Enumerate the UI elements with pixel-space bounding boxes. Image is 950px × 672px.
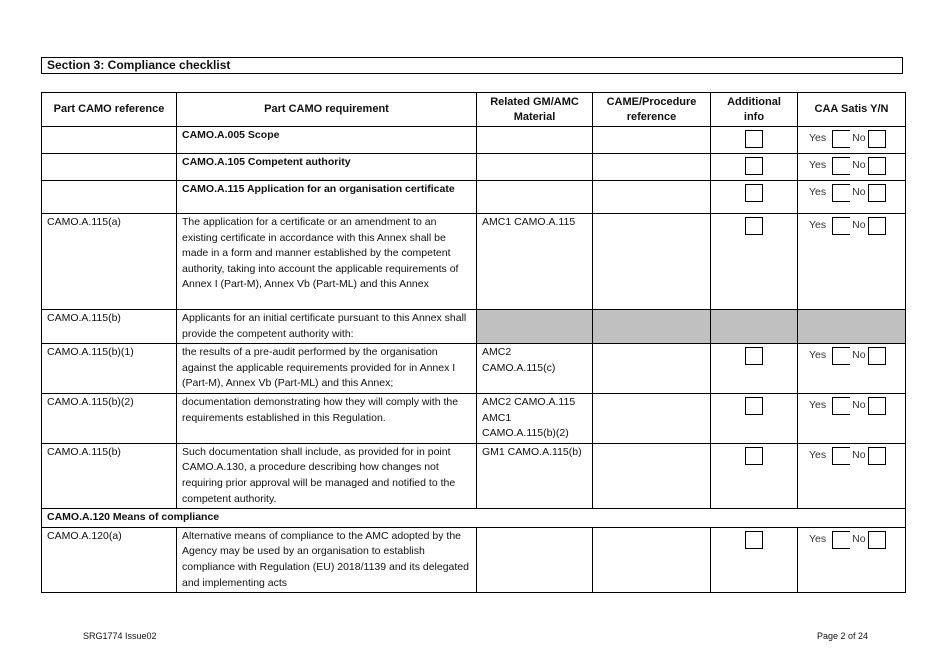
additional-info-cell (711, 127, 798, 154)
yes-label: Yes (809, 349, 827, 362)
cell-requirement: the results of a pre-audit performed by the organisation against the applicable requirements provided for in Annex I (Part-M), Annex Vb (Part-ML) and this Annex; (177, 344, 477, 394)
table-row (42, 310, 906, 344)
table-header-row (42, 93, 906, 127)
satis-no-checkbox[interactable] (868, 217, 886, 235)
document-reference: SRG1774 Issue02 (83, 631, 157, 641)
table-row (42, 154, 906, 181)
additional-info-cell (711, 443, 798, 508)
came-reference-input[interactable] (593, 443, 711, 508)
satis-cell (798, 154, 906, 181)
came-reference-input[interactable] (593, 181, 711, 214)
came-reference-input[interactable] (593, 527, 711, 592)
satis-yes-checkbox[interactable] (832, 184, 850, 202)
yes-label: Yes (809, 186, 827, 199)
cell-requirement: CAMO.A.105 Competent authority (177, 154, 477, 181)
additional-info-checkbox[interactable] (745, 157, 763, 175)
came-reference-input[interactable] (593, 154, 711, 181)
additional-info-cell (711, 344, 798, 394)
header-related-gm-amc: Related GM/AMC Material (477, 93, 593, 127)
yes-label: Yes (809, 399, 827, 412)
cell-gm-amc (477, 181, 593, 214)
section-subheading-row (42, 509, 906, 528)
satis-yes-checkbox[interactable] (832, 447, 850, 465)
additional-info-checkbox[interactable] (745, 531, 763, 549)
no-label: No (852, 132, 866, 145)
satis-yes-checkbox[interactable] (832, 397, 850, 415)
yes-label: Yes (809, 532, 827, 545)
cell-reference (42, 127, 177, 154)
satis-cell (798, 527, 906, 592)
cell-requirement: Alternative means of compliance to the AMC adopted by the Agency may be used by an organisation to establish compliance with Regulation (EU) 2018/1139 and its delegated and implementing acts (177, 527, 477, 592)
cell-reference: CAMO.A.115(b) (42, 310, 177, 344)
cell-gm-amc: GM1 CAMO.A.115(b) (477, 443, 593, 508)
cell-requirement: Such documentation shall include, as provided for in point CAMO.A.130, a procedure describing how changes not requiring prior approval will be managed and notified to the competent authority. (177, 443, 477, 508)
header-additional-info: Additional info (711, 93, 798, 127)
cell-reference: CAMO.A.115(b)(1) (42, 344, 177, 394)
page-number: Page 2 of 24 (817, 631, 869, 641)
satis-no-checkbox[interactable] (868, 397, 886, 415)
cell-reference: CAMO.A.115(a) (42, 214, 177, 310)
cell-requirement: CAMO.A.005 Scope (177, 127, 477, 154)
cell-gm-amc: AMC1 CAMO.A.115 (477, 214, 593, 310)
yes-label: Yes (809, 448, 827, 461)
header-part-camo-reference: Part CAMO reference (42, 93, 177, 127)
came-reference-input[interactable] (593, 393, 711, 443)
cell-reference: CAMO.A.120(a) (42, 527, 177, 592)
yes-label: Yes (809, 219, 827, 232)
cell-gm-amc (477, 527, 593, 592)
additional-info-checkbox[interactable] (745, 217, 763, 235)
satis-no-checkbox[interactable] (868, 184, 886, 202)
header-caa-satis: CAA Satis Y/N (798, 93, 906, 127)
satis-yes-checkbox[interactable] (832, 347, 850, 365)
additional-info-cell (711, 214, 798, 310)
no-label: No (852, 219, 866, 232)
cell-requirement: The application for a certificate or an amendment to an existing certificate in accordance with this Annex shall be made in a form and manner established by the competent authority, taking into account the applicable requirements of Annex I (Part-M), Annex Vb (Part-ML) and this Annex (177, 214, 477, 310)
additional-info-cell (711, 181, 798, 214)
no-label: No (852, 186, 866, 199)
no-label: No (852, 349, 866, 362)
cell-reference: CAMO.A.115(b)(2) (42, 393, 177, 443)
cell-gm-amc: AMC2 CAMO.A.115 AMC1 CAMO.A.115(b)(2) (477, 393, 593, 443)
satis-yes-checkbox[interactable] (832, 217, 850, 235)
additional-info-cell (711, 527, 798, 592)
table-row (42, 127, 906, 154)
came-reference-input[interactable] (593, 214, 711, 310)
table-row (42, 527, 906, 592)
satis-cell (798, 393, 906, 443)
satis-cell (798, 181, 906, 214)
satis-yes-checkbox[interactable] (832, 531, 850, 549)
cell-reference (42, 181, 177, 214)
satis-cell-disabled (798, 310, 906, 344)
additional-info-checkbox[interactable] (745, 347, 763, 365)
no-label: No (852, 448, 866, 461)
satis-cell (798, 214, 906, 310)
cell-gm-amc (477, 127, 593, 154)
table-row (42, 181, 906, 214)
additional-info-checkbox[interactable] (745, 130, 763, 148)
satis-no-checkbox[interactable] (868, 447, 886, 465)
yes-label: Yes (809, 132, 827, 145)
cell-gm-amc (477, 154, 593, 181)
cell-requirement: Applicants for an initial certificate pursuant to this Annex shall provide the competent authority with: (177, 310, 477, 344)
cell-requirement: documentation demonstrating how they will comply with the requirements established in this Regulation. (177, 393, 477, 443)
header-part-camo-requirement: Part CAMO requirement (177, 93, 477, 127)
came-reference-cell-disabled (593, 310, 711, 344)
cell-requirement: CAMO.A.115 Application for an organisation certificate (177, 181, 477, 214)
came-reference-input[interactable] (593, 344, 711, 394)
additional-info-cell (711, 393, 798, 443)
compliance-checklist-table (41, 92, 906, 593)
satis-no-checkbox[interactable] (868, 531, 886, 549)
section-title: Section 3: Compliance checklist (41, 57, 903, 74)
additional-info-checkbox[interactable] (745, 397, 763, 415)
no-label: No (852, 399, 866, 412)
header-came-procedure-reference: CAME/Procedure reference (593, 93, 711, 127)
cell-gm-amc: AMC2 CAMO.A.115(c) (477, 344, 593, 394)
yes-label: Yes (809, 159, 827, 172)
table-row (42, 443, 906, 508)
satis-cell (798, 443, 906, 508)
additional-info-checkbox[interactable] (745, 447, 763, 465)
satis-no-checkbox[interactable] (868, 347, 886, 365)
table-row (42, 214, 906, 310)
satis-yes-checkbox[interactable] (832, 157, 850, 175)
cell-reference: CAMO.A.115(b) (42, 443, 177, 508)
satis-no-checkbox[interactable] (868, 157, 886, 175)
additional-info-cell (711, 154, 798, 181)
no-label: No (852, 532, 866, 545)
cell-reference (42, 154, 177, 181)
table-row (42, 393, 906, 443)
additional-info-cell-disabled (711, 310, 798, 344)
section-subheading: CAMO.A.120 Means of compliance (42, 509, 906, 528)
satis-no-checkbox[interactable] (868, 130, 886, 148)
table-row (42, 344, 906, 394)
satis-cell (798, 344, 906, 394)
additional-info-checkbox[interactable] (745, 184, 763, 202)
cell-gm-amc (477, 310, 593, 344)
came-reference-input[interactable] (593, 127, 711, 154)
no-label: No (852, 159, 866, 172)
satis-yes-checkbox[interactable] (832, 130, 850, 148)
satis-cell (798, 127, 906, 154)
